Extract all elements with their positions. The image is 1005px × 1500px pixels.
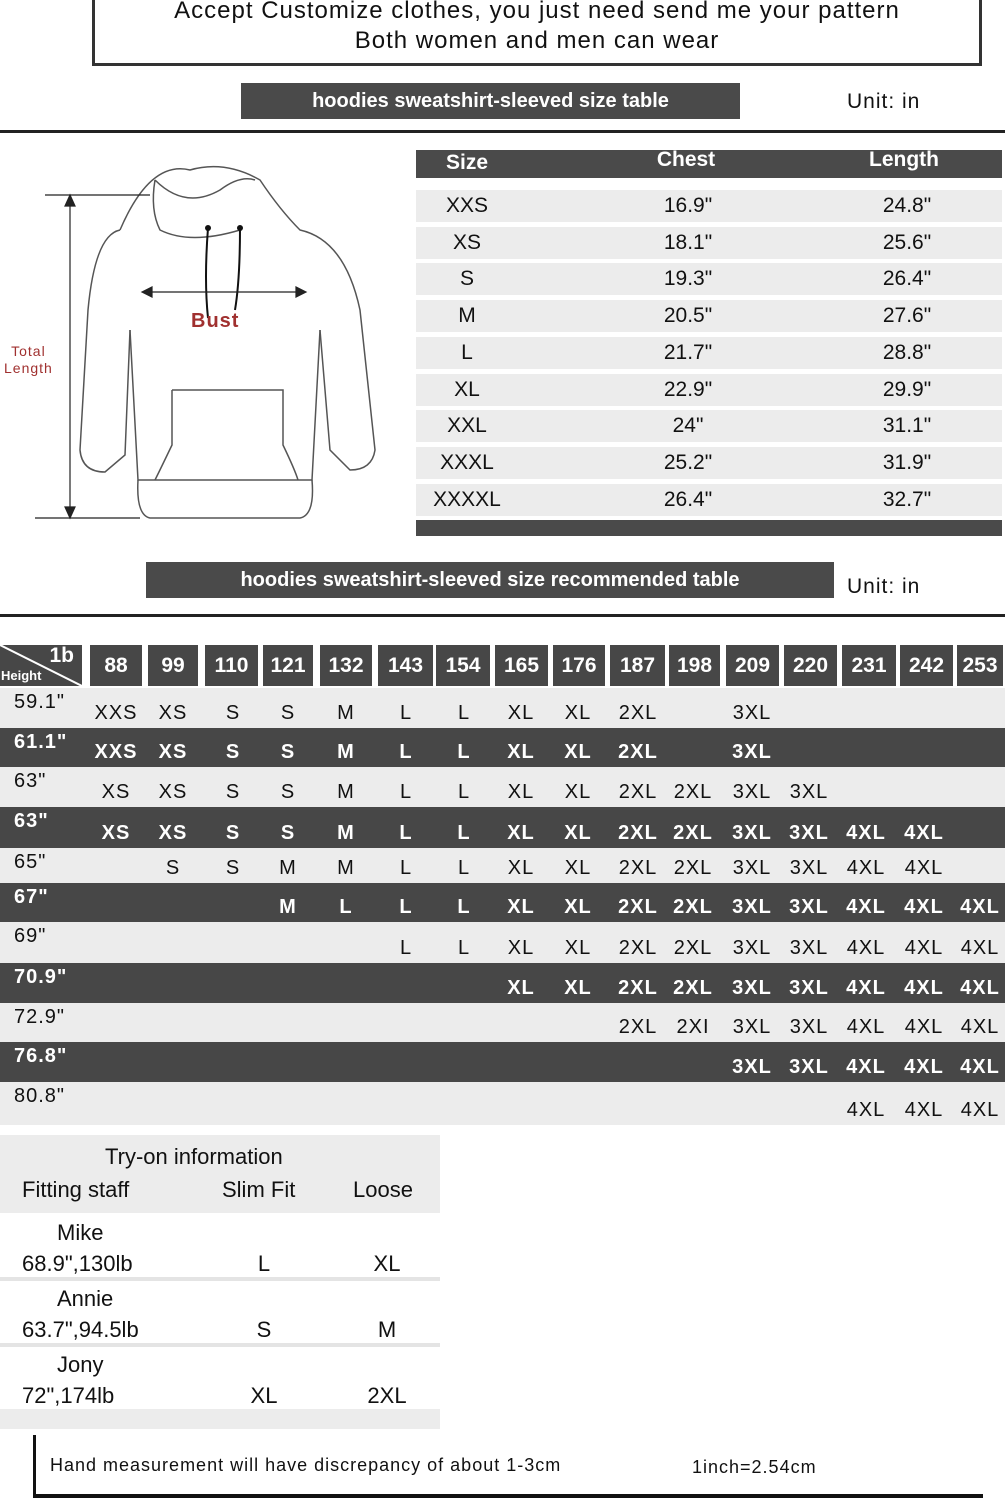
weight-header: 231 — [842, 645, 896, 686]
size-cell: 4XL — [960, 1016, 1000, 1038]
size-cell: 4XL — [960, 1056, 1000, 1078]
weight-header: 209 — [726, 645, 779, 686]
size-cell: M — [337, 857, 355, 879]
size-cell: 2XL — [618, 857, 658, 879]
tryon-slim: XL — [250, 1383, 278, 1408]
size-cell: 2XL — [618, 781, 658, 803]
size-cell: XL — [507, 702, 535, 724]
size-cell: L — [457, 741, 471, 763]
size-cell: L — [399, 857, 413, 879]
size-cell: 4XL — [846, 857, 886, 879]
size-cell: 4XL — [904, 857, 944, 879]
footer-note-box — [33, 1435, 983, 1498]
size-cell: XL — [507, 977, 535, 999]
size-cell: 2XL — [673, 857, 713, 879]
size-cell: 4XL — [904, 822, 944, 844]
size-cell: 4XL — [904, 1099, 944, 1121]
size-cell: 3XL — [732, 741, 772, 763]
tryon-measure: 72",174lb — [22, 1383, 115, 1408]
size-cell: L — [399, 896, 413, 918]
size-cell: 3XL — [789, 977, 829, 999]
size-cell: XXS — [94, 702, 138, 724]
size-cell: XL — [507, 781, 535, 803]
size-cell: 4XL — [904, 1056, 944, 1078]
size-cell: XL — [564, 857, 592, 879]
recommended-row — [0, 688, 1005, 728]
size-cell: XL — [564, 822, 592, 844]
size-cell: 2XL — [618, 896, 658, 918]
size-table-header — [416, 150, 1002, 178]
height-cell: 70.9" — [14, 966, 68, 988]
size-cell: 4XL — [846, 1099, 886, 1121]
tryon-slim: S — [256, 1317, 272, 1342]
size-cell: S — [225, 822, 241, 844]
size-cell: XS — [158, 822, 188, 844]
size-cell: 3XL — [789, 937, 829, 959]
header-chest: Chest — [656, 148, 716, 171]
size-cell: L — [399, 822, 413, 844]
height-cell: 72.9" — [14, 1006, 66, 1028]
size-cell: M — [337, 741, 355, 763]
hoodie-diagram — [0, 150, 400, 530]
size-cell: XL — [507, 741, 535, 763]
size-table-row — [416, 300, 1002, 332]
height-cell: 61.1" — [14, 731, 68, 753]
size-cell: XL — [564, 896, 592, 918]
banner-line-1: Accept Customize clothes, you just need send me your pattern — [174, 0, 900, 24]
tryon-measure: 63.7",94.5lb — [22, 1317, 139, 1342]
size-cell: 3XL — [789, 1016, 829, 1038]
measurement-note: Hand measurement will have discrepancy of about 1-3cm — [50, 1455, 562, 1475]
size-cell: L — [457, 822, 471, 844]
recommended-row — [0, 848, 1005, 883]
recommended-row — [0, 728, 1005, 767]
header-length: Length — [869, 148, 939, 171]
size-cell: 4XL — [960, 937, 1000, 959]
weight-header: 242 — [900, 645, 953, 686]
size-cell: 3XL — [732, 857, 772, 879]
corner-weight-label: 1b — [49, 644, 74, 667]
size-cell: 2XL — [618, 977, 658, 999]
recommended-table-title: hoodies sweatshirt-sleeved size recommended table — [146, 562, 834, 598]
size-cell: XL — [564, 781, 592, 803]
size-cell: 3XL — [732, 1016, 772, 1038]
tryon-name: Annie — [57, 1286, 114, 1311]
size-cell: 2XL — [673, 781, 713, 803]
size-table-title: hoodies sweatshirt-sleeved size table — [241, 83, 740, 119]
recommended-row — [0, 807, 1005, 848]
recommended-row — [0, 767, 1005, 807]
tryon-name: Jony — [57, 1352, 104, 1377]
recommended-row — [0, 1003, 1005, 1042]
weight-header: 253 — [957, 645, 1003, 686]
size-cell: 3XL — [789, 896, 829, 918]
size-cell: XS — [101, 781, 131, 803]
size-cell: 4XL — [846, 937, 886, 959]
chest-cell: 26.4" — [663, 487, 713, 511]
height-cell: 59.1" — [14, 691, 66, 713]
tryon-slim: L — [257, 1251, 271, 1276]
size-cell: S — [225, 781, 241, 803]
divider — [0, 130, 1005, 133]
size-cell: M — [337, 702, 355, 724]
size-cell: XS — [158, 702, 188, 724]
weight-header: 154 — [436, 645, 490, 686]
size-cell: XXS — [445, 194, 489, 217]
custom-banner — [92, 0, 982, 66]
size-cell: XL — [564, 937, 592, 959]
size-cell: L — [399, 741, 413, 763]
size-cell: XXXL — [440, 450, 494, 474]
recommended-row — [0, 1042, 1005, 1082]
size-cell: 4XL — [846, 1056, 886, 1078]
size-cell: M — [337, 781, 355, 803]
size-cell: S — [225, 702, 241, 724]
recommended-row — [0, 963, 1005, 1003]
corner-height-label: Height — [1, 668, 42, 683]
tryon-measure: 68.9",130lb — [22, 1251, 133, 1276]
size-cell: 3XL — [732, 781, 772, 803]
size-cell: S — [280, 781, 296, 803]
bust-label: Bust — [191, 310, 240, 332]
length-cell: 24.8" — [882, 194, 932, 217]
total-label: Total — [11, 343, 46, 359]
size-cell: M — [279, 896, 297, 918]
size-cell: XXS — [94, 741, 138, 763]
size-cell: 4XL — [904, 896, 944, 918]
size-table-unit: Unit: in — [847, 90, 921, 113]
tryon-name: Mike — [57, 1220, 104, 1245]
height-cell: 67" — [14, 886, 49, 908]
inch-conversion: 1inch=2.54cm — [692, 1457, 817, 1477]
height-cell: 69" — [14, 925, 47, 947]
size-cell: 4XL — [904, 1016, 944, 1038]
weight-header: 132 — [320, 645, 372, 686]
tryon-loose: XL — [373, 1251, 401, 1276]
size-cell: XXXXL — [433, 487, 501, 511]
size-table-row — [416, 227, 1002, 259]
size-cell: XS — [101, 822, 131, 844]
size-cell: 3XL — [732, 702, 772, 724]
size-cell: S — [280, 702, 296, 724]
height-cell: 76.8" — [14, 1045, 68, 1067]
size-cell: L — [457, 937, 471, 959]
size-cell: L — [457, 702, 471, 724]
recommended-table-unit: Unit: in — [847, 575, 921, 598]
size-cell: L — [399, 781, 413, 803]
size-table-row — [416, 337, 1002, 369]
banner-line-2: Both women and men can wear — [354, 27, 720, 54]
tryon-col-loose: Loose — [353, 1177, 413, 1202]
length-cell: 32.7" — [882, 487, 932, 511]
size-cell: S — [165, 857, 181, 879]
size-cell: 2XL — [618, 741, 658, 763]
size-cell: L — [461, 340, 473, 364]
size-cell: 2XL — [673, 822, 713, 844]
size-cell: 2XL — [618, 1016, 658, 1038]
size-cell: XXL — [447, 414, 487, 438]
length-cell: 29.9" — [882, 377, 932, 401]
weight-header: 176 — [553, 645, 605, 686]
recommended-row — [0, 1082, 1005, 1125]
size-cell: 3XL — [732, 896, 772, 918]
tryon-footer-bar — [0, 1409, 440, 1429]
size-table-row — [416, 484, 1002, 516]
tryon-divider — [0, 1343, 440, 1347]
length-cell: 25.6" — [882, 230, 932, 254]
length-label: Length — [4, 360, 53, 376]
size-cell: 3XL — [732, 937, 772, 959]
size-cell: XS — [158, 741, 188, 763]
size-cell: 4XL — [846, 977, 886, 999]
size-cell: 4XL — [904, 937, 944, 959]
size-table-row — [416, 263, 1002, 295]
size-cell: 3XL — [789, 822, 829, 844]
size-cell: 3XL — [732, 977, 772, 999]
size-cell: L — [339, 896, 353, 918]
size-cell: 3XL — [789, 781, 829, 803]
height-cell: 80.8" — [14, 1085, 66, 1107]
size-table-footer-bar — [416, 520, 1002, 536]
recommended-row — [0, 922, 1005, 963]
size-table-row — [416, 374, 1002, 406]
size-cell: 3XL — [789, 1056, 829, 1078]
divider — [0, 614, 1005, 617]
size-cell: S — [459, 267, 475, 291]
tryon-divider — [0, 1277, 440, 1281]
size-table-row — [416, 410, 1002, 442]
height-cell: 65" — [14, 851, 47, 873]
chest-cell: 16.9" — [663, 194, 713, 217]
weight-header: 110 — [205, 645, 258, 686]
size-cell: XL — [507, 822, 535, 844]
chest-cell: 25.2" — [663, 450, 713, 474]
weight-header: 220 — [784, 645, 837, 686]
weight-header: 198 — [669, 645, 720, 686]
size-cell: S — [225, 857, 241, 879]
size-cell: 2XL — [618, 822, 658, 844]
tryon-loose: M — [377, 1317, 397, 1342]
size-cell: XS — [452, 230, 482, 254]
weight-header: 143 — [378, 645, 433, 686]
size-cell: M — [458, 304, 476, 328]
size-cell: XL — [564, 702, 592, 724]
weight-header: 88 — [90, 645, 142, 686]
size-cell: 4XL — [846, 896, 886, 918]
weight-header: 165 — [495, 645, 548, 686]
size-cell: XL — [507, 937, 535, 959]
size-cell: L — [457, 781, 471, 803]
size-cell: 3XL — [732, 1056, 772, 1078]
size-cell: M — [279, 857, 297, 879]
size-cell: 3XL — [789, 857, 829, 879]
weight-header: 99 — [148, 645, 198, 686]
size-cell: 4XL — [960, 896, 1000, 918]
chest-cell: 22.9" — [663, 377, 713, 401]
size-cell: 4XL — [846, 822, 886, 844]
weight-header: 187 — [610, 645, 665, 686]
size-cell: XL — [507, 857, 535, 879]
size-cell: XL — [507, 896, 535, 918]
size-cell: 2XI — [676, 1016, 710, 1038]
size-cell: L — [457, 857, 471, 879]
size-cell: 3XL — [732, 822, 772, 844]
tryon-col-slim: Slim Fit — [222, 1177, 296, 1202]
size-cell: S — [280, 822, 296, 844]
size-table-row — [416, 190, 1002, 222]
tryon-loose: 2XL — [367, 1383, 407, 1408]
size-cell: S — [225, 741, 241, 763]
size-cell: XS — [158, 781, 188, 803]
recommended-row — [0, 883, 1005, 922]
size-cell: L — [399, 937, 413, 959]
size-cell: L — [399, 702, 413, 724]
size-cell: M — [337, 822, 355, 844]
size-cell: 4XL — [904, 977, 944, 999]
height-cell: 63" — [14, 810, 49, 832]
chest-cell: 24" — [672, 414, 704, 438]
length-cell: 31.9" — [882, 450, 932, 474]
tryon-col-staff: Fitting staff — [22, 1177, 130, 1202]
size-cell: XL — [454, 377, 480, 401]
length-cell: 26.4" — [882, 267, 932, 291]
size-cell: 4XL — [960, 977, 1000, 999]
size-cell: 4XL — [960, 1099, 1000, 1121]
size-cell: 4XL — [846, 1016, 886, 1038]
size-cell: L — [457, 896, 471, 918]
size-cell: 2XL — [673, 937, 713, 959]
size-cell: 2XL — [618, 702, 658, 724]
size-cell: XL — [564, 741, 592, 763]
size-cell: XL — [564, 977, 592, 999]
tryon-title: Try-on information — [105, 1144, 283, 1169]
size-table-row — [416, 447, 1002, 479]
size-cell: 2XL — [618, 937, 658, 959]
size-cell: 2XL — [673, 977, 713, 999]
weight-header: 121 — [263, 645, 313, 686]
corner-header — [0, 645, 82, 686]
chest-cell: 21.7" — [663, 340, 713, 364]
length-cell: 28.8" — [882, 340, 932, 364]
size-cell: S — [280, 741, 296, 763]
chest-cell: 20.5" — [663, 304, 713, 328]
total-length-label — [4, 343, 53, 377]
size-cell: 2XL — [673, 896, 713, 918]
chest-cell: 19.3" — [663, 267, 713, 291]
height-cell: 63" — [14, 770, 47, 792]
header-size: Size — [445, 151, 489, 174]
chest-cell: 18.1" — [663, 230, 713, 254]
length-cell: 27.6" — [882, 304, 932, 328]
length-cell: 31.1" — [882, 414, 932, 438]
